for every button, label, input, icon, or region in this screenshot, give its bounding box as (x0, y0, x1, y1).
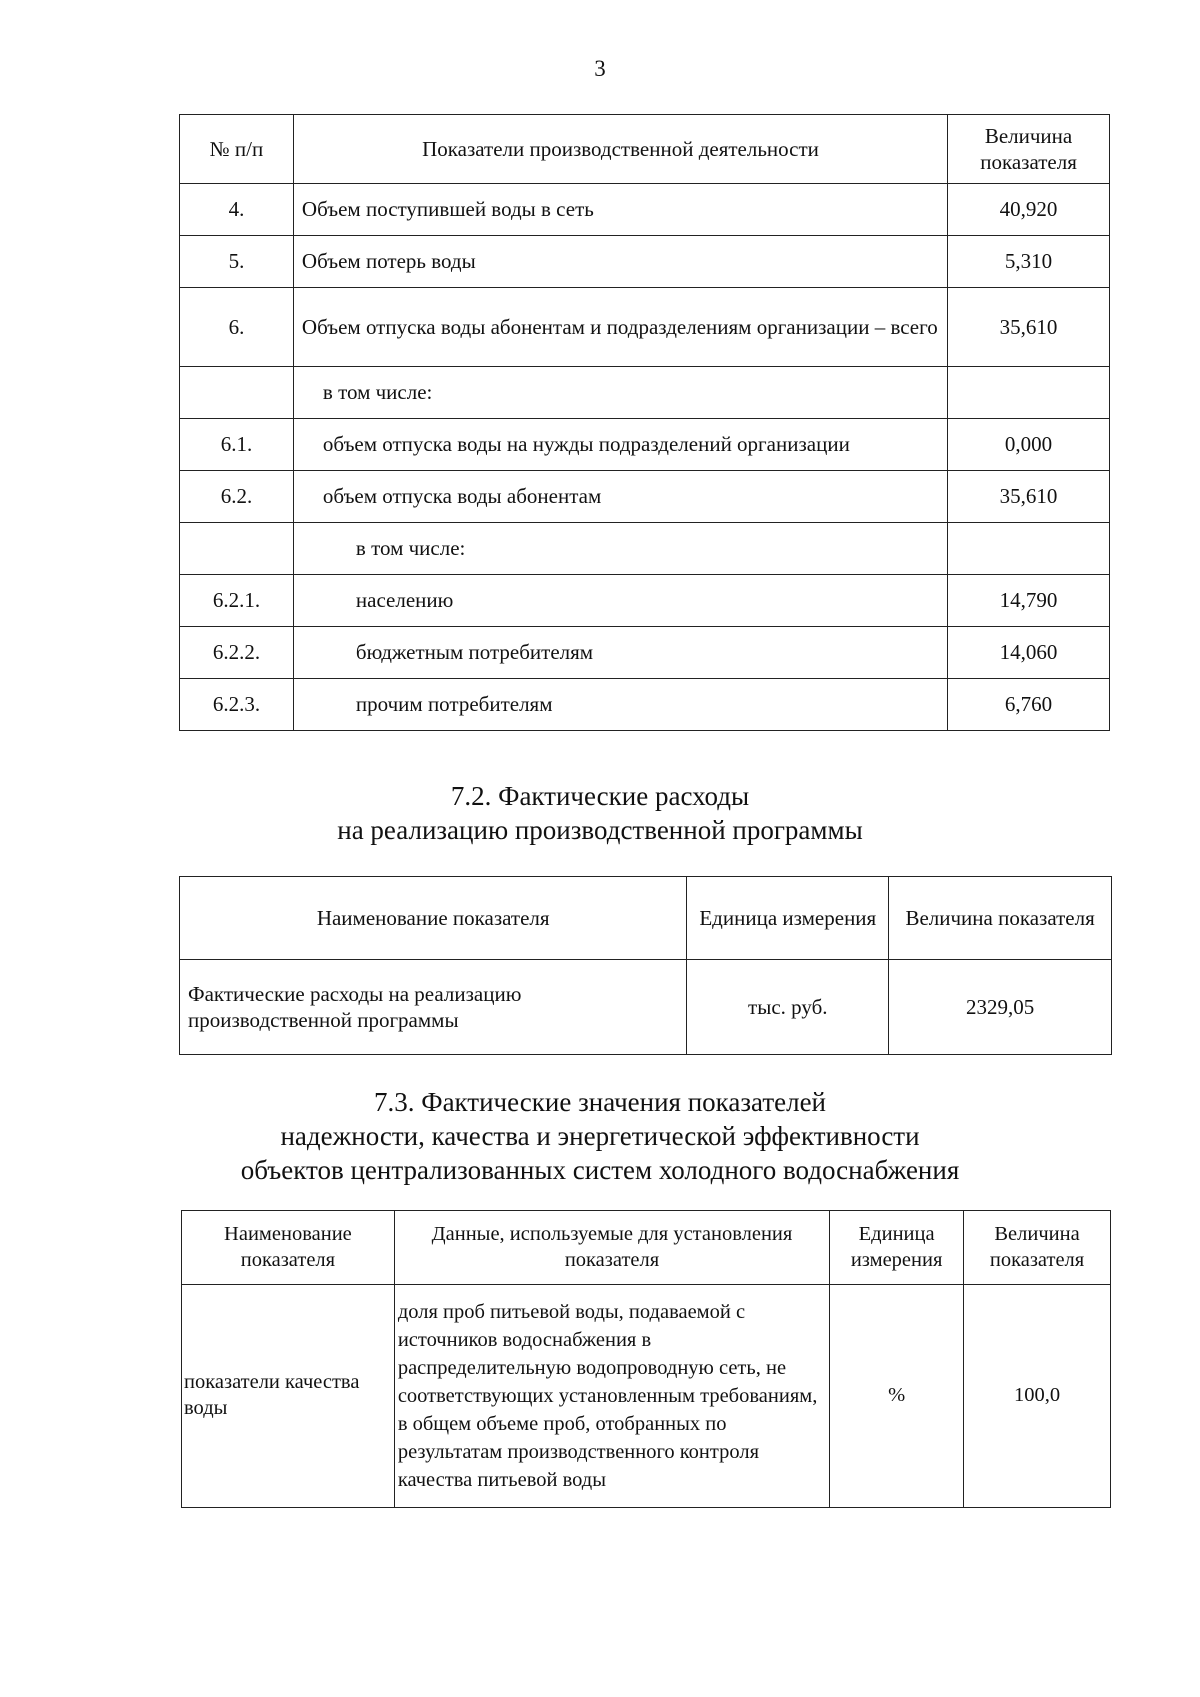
table-row (180, 184, 1110, 236)
table-row (180, 367, 1110, 419)
expense-value: 2329,05 (889, 960, 1112, 1055)
table-header-row (182, 1211, 1111, 1285)
row-num: 4. (180, 184, 294, 236)
row-num: 6.2.1. (180, 575, 294, 627)
row-num: 6. (180, 288, 294, 367)
table-row (180, 575, 1110, 627)
row-value: 35,610 (948, 288, 1110, 367)
section-72-title-line1: 7.2. Фактические расходы (450, 781, 750, 811)
quality-indicator-value: 100,0 (964, 1285, 1111, 1508)
header-value: Величина показателя (948, 115, 1110, 184)
header-name: Наименование показателя (180, 877, 687, 960)
header-value: Величина показателя (964, 1211, 1111, 1285)
row-label: Объем потерь воды (293, 236, 947, 288)
row-label: прочим потребителям (293, 679, 947, 731)
row-label: Объем поступившей воды в сеть (293, 184, 947, 236)
row-value (948, 367, 1110, 419)
table-row (182, 1285, 1111, 1508)
row-value: 6,760 (948, 679, 1110, 731)
header-unit: Единица измерения (830, 1211, 964, 1285)
row-num: 6.2.2. (180, 627, 294, 679)
row-label: Объем отпуска воды абонентам и подразделениям организации – всего (293, 288, 947, 367)
quality-indicator-data: доля проб питьевой воды, подаваемой с источников водоснабжения в распределительную водопроводную сеть, не соответствующих установленным требованиям, в общем объеме проб, отобранных по результатам производственного контроля качества питьевой воды (394, 1285, 829, 1508)
table-row (180, 419, 1110, 471)
table-row (180, 523, 1110, 575)
row-num (180, 367, 294, 419)
quality-indicator-unit: % (830, 1285, 964, 1508)
table-header-row (180, 115, 1110, 184)
row-value: 0,000 (948, 419, 1110, 471)
header-value: Величина показателя (889, 877, 1112, 960)
row-num: 6.2.3. (180, 679, 294, 731)
row-label: в том числе: (293, 367, 947, 419)
table-row (180, 679, 1110, 731)
section-73-title-line1: 7.3. Фактические значения показателей (373, 1087, 827, 1117)
row-label: бюджетным потребителям (293, 627, 947, 679)
row-label: населению (293, 575, 947, 627)
section-73-heading (0, 1085, 1200, 1187)
section-73-title-line2: надежности, качества и энергетической эффективности (280, 1121, 920, 1151)
section-73-title-line3: объектов централизованных систем холодного водоснабжения (240, 1155, 960, 1185)
row-label: объем отпуска воды на нужды подразделений организации (293, 419, 947, 471)
expense-unit: тыс. руб. (687, 960, 889, 1055)
page-number: 3 (594, 56, 606, 81)
header-num: № п/п (180, 115, 294, 184)
row-num: 5. (180, 236, 294, 288)
row-value: 14,060 (948, 627, 1110, 679)
expenses-table (179, 876, 1112, 1055)
production-indicators-table (179, 114, 1110, 731)
table-row (180, 960, 1112, 1055)
row-value: 40,920 (948, 184, 1110, 236)
header-unit: Единица измерения (687, 877, 889, 960)
table-row (180, 236, 1110, 288)
header-indicator: Показатели производственной деятельности (293, 115, 947, 184)
table-header-row (180, 877, 1112, 960)
expense-name: Фактические расходы на реализацию производственной программы (180, 960, 687, 1055)
table-row (180, 627, 1110, 679)
row-label: объем отпуска воды абонентам (293, 471, 947, 523)
row-num: 6.2. (180, 471, 294, 523)
quality-indicator-name: показатели качества воды (182, 1285, 395, 1508)
header-data: Данные, используемые для установления показателя (394, 1211, 829, 1285)
table-row (180, 288, 1110, 367)
row-label: в том числе: (293, 523, 947, 575)
header-name: Наименование показателя (182, 1211, 395, 1285)
row-value: 5,310 (948, 236, 1110, 288)
row-num: 6.1. (180, 419, 294, 471)
quality-indicators-table (181, 1210, 1111, 1508)
row-num (180, 523, 294, 575)
section-72-title-line2: на реализацию производственной программы (337, 815, 863, 845)
row-value: 14,790 (948, 575, 1110, 627)
row-value: 35,610 (948, 471, 1110, 523)
section-72-heading (0, 779, 1200, 847)
row-value (948, 523, 1110, 575)
table-row (180, 471, 1110, 523)
